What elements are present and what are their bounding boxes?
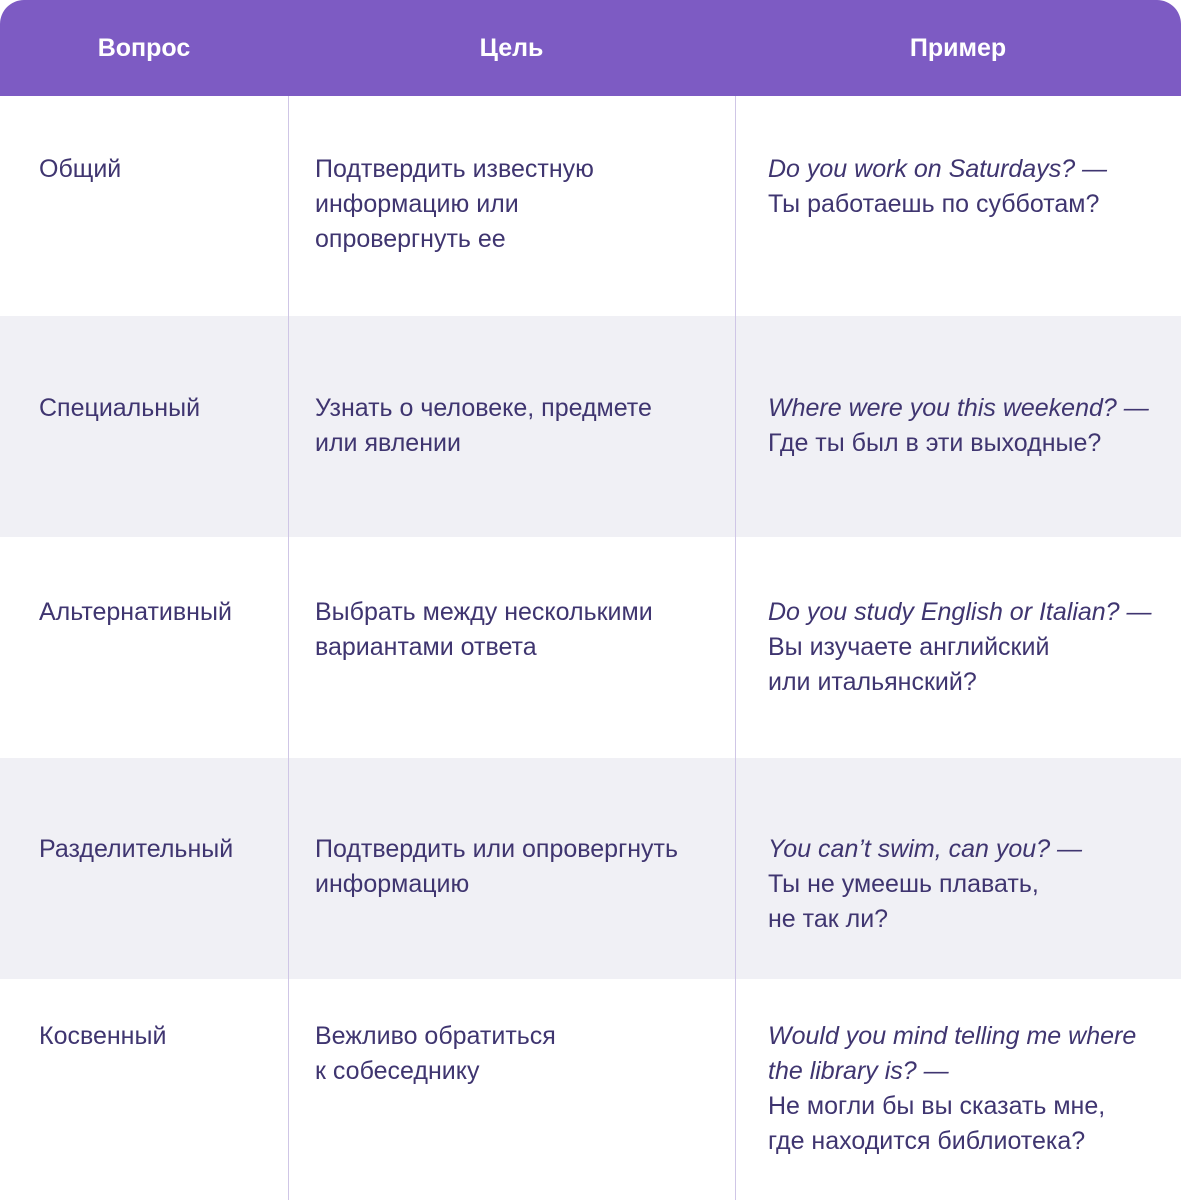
question-goal: Подтвердить или опровергнуть информацию (315, 835, 678, 898)
header-question: Вопрос (97, 33, 191, 62)
example-russian: Ты работаешь по субботам? (768, 190, 1100, 218)
table-row (0, 758, 1181, 979)
table-row (0, 96, 1181, 316)
example-russian: Ты не умеешь плавать, не так ли? (768, 870, 1039, 933)
question-type: Специальный (39, 394, 201, 422)
column-divider (288, 96, 289, 1200)
example-english: You can’t swim, can you? — (768, 835, 1083, 863)
column-divider (735, 96, 736, 1200)
table-row (0, 979, 1181, 1200)
example-english: Do you study English or Italian? — (768, 598, 1152, 626)
example-english: Would you mind telling me where the library is? — (768, 1022, 1137, 1085)
question-type: Разделительный (39, 835, 234, 863)
example-russian: Не могли бы вы сказать мне, где находится библиотека? (768, 1092, 1106, 1155)
question-goal: Выбрать между несколькими вариантами ответа (315, 598, 653, 661)
example-english: Do you work on Saturdays? — (768, 155, 1108, 183)
header-goal: Цель (479, 33, 544, 62)
question-goal: Подтвердить известную информацию или опровергнуть ее (315, 155, 594, 253)
question-goal: Узнать о человеке, предмете или явлении (315, 394, 652, 457)
example-english: Where were you this weekend? — (768, 394, 1149, 422)
header-example: Пример (909, 33, 1007, 62)
question-goal: Вежливо обратиться к собеседнику (315, 1022, 556, 1085)
question-example (768, 832, 1168, 937)
question-example (768, 152, 1168, 222)
question-example (768, 595, 1168, 700)
example-russian: Вы изучаете английский или итальянский? (768, 633, 1050, 696)
table-header (0, 0, 1181, 96)
question-example (768, 1019, 1168, 1159)
question-type: Общий (39, 155, 122, 183)
question-type: Косвенный (39, 1022, 167, 1050)
question-type: Альтернативный (39, 598, 232, 626)
table-row (0, 316, 1181, 537)
question-example (768, 391, 1168, 461)
example-russian: Где ты был в эти выходные? (768, 429, 1102, 457)
table-row (0, 537, 1181, 758)
